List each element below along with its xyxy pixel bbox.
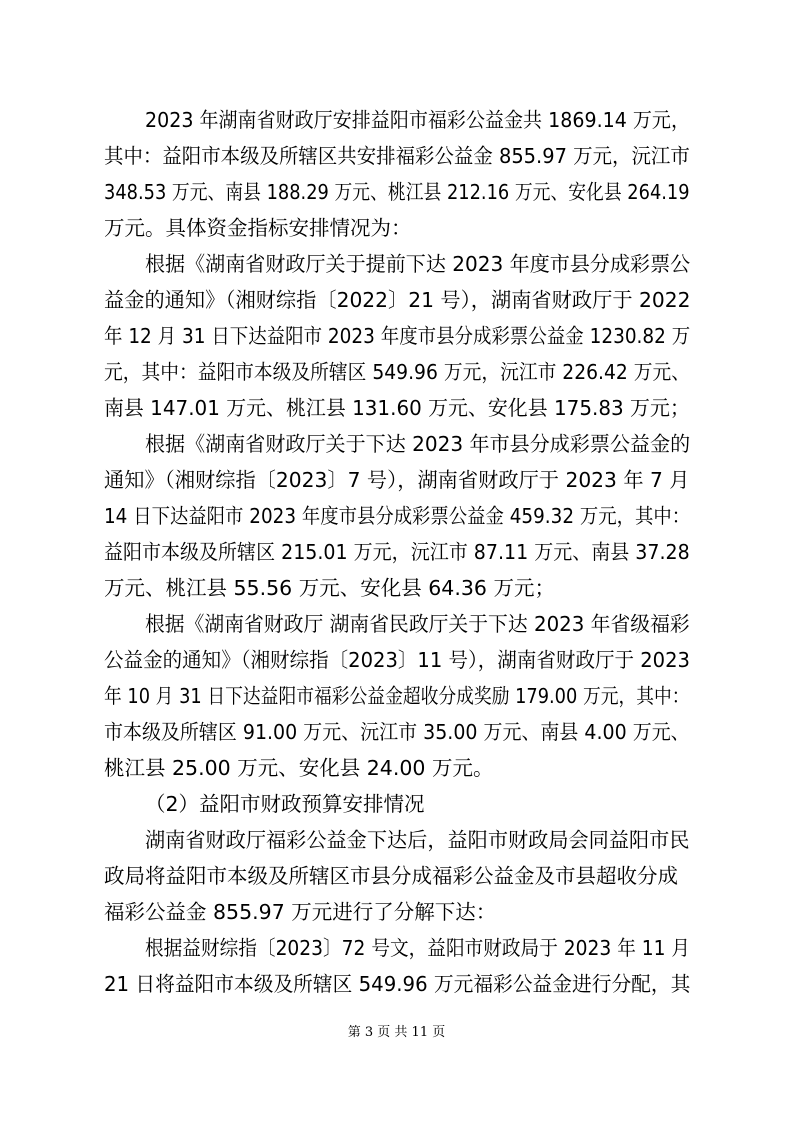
text-line: 福彩公益金 855.97 万元进行了分解下达： xyxy=(104,900,497,924)
section-heading: （2）益阳市财政预算安排情况 xyxy=(145,792,425,816)
text-line: 元，其中：益阳市本级及所辖区 549.96 万元，沅江市 226.42 万元、 xyxy=(104,360,691,384)
text-line: 根据《湖南省财政厅关于提前下达 2023 年度市县分成彩票公 xyxy=(145,252,691,276)
text-line: 根据益财综指〔2023〕72 号文，益阳市财政局于 2023 年 11 月 xyxy=(145,936,691,960)
text-line: 市本级及所辖区 91.00 万元、沅江市 35.00 万元、南县 4.00 万元、 xyxy=(104,720,690,744)
text-line: 益金的通知》（湘财综指〔2022〕21 号），湖南省财政厅于 2022 xyxy=(104,288,691,312)
text-line: 桃江县 25.00 万元、安化县 24.00 万元。 xyxy=(104,756,494,780)
text-line: 政局将益阳市本级及所辖区市县分成福彩公益金及市县超收分成 xyxy=(104,864,678,888)
text-line: 21 日将益阳市本级及所辖区 549.96 万元福彩公益金进行分配，其 xyxy=(104,972,691,996)
page-footer: 第 3 页 共 11 页 xyxy=(347,1025,446,1040)
text-line: 其中：益阳市本级及所辖区共安排福彩公益金 855.97 万元，沅江市 xyxy=(104,144,690,168)
text-line: 根据《湖南省财政厅 湖南省民政厅关于下达 2023 年省级福彩 xyxy=(145,612,690,636)
text-line: 益阳市本级及所辖区 215.01 万元，沅江市 87.11 万元、南县 37.28 xyxy=(104,540,690,564)
text-line: 根据《湖南省财政厅关于下达 2023 年市县分成彩票公益金的 xyxy=(145,432,691,456)
text-line: 万元。具体资金指标安排情况为： xyxy=(104,216,412,240)
text-line: 湖南省财政厅福彩公益金下达后，益阳市财政局会同益阳市民 xyxy=(145,828,690,852)
text-line: 14 日下达益阳市 2023 年度市县分成彩票公益金 459.32 万元，其中： xyxy=(104,504,691,528)
text-line: 348.53 万元、南县 188.29 万元、桃江县 212.16 万元、安化县 264.19 xyxy=(104,180,690,204)
text-line: 万元、桃江县 55.56 万元、安化县 64.36 万元； xyxy=(104,576,555,600)
text-line: 2023 年湖南省财政厅安排益阳市福彩公益金共 1869.14 万元， xyxy=(145,108,690,132)
text-line: 年 12 月 31 日下达益阳市 2023 年度市县分成彩票公益金 1230.82 万 xyxy=(104,324,691,348)
text-line: 年 10 月 31 日下达益阳市福彩公益金超收分成奖励 179.00 万元，其中： xyxy=(104,684,690,708)
text-line: 公益金的通知》（湘财综指〔2023〕11 号），湖南省财政厅于 2023 xyxy=(104,648,690,672)
text-line: 通知》（湘财综指〔2023〕7 号），湖南省财政厅于 2023 年 7 月 xyxy=(104,468,690,492)
text-line: 南县 147.01 万元、桃江县 131.60 万元、安化县 175.83 万元； xyxy=(104,396,690,420)
